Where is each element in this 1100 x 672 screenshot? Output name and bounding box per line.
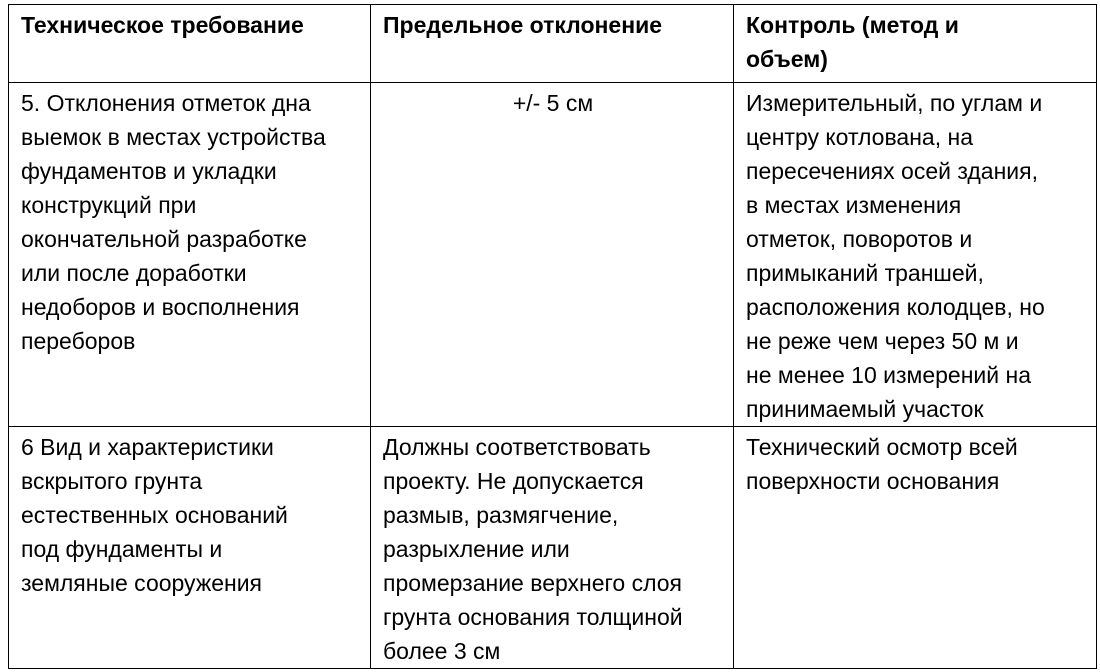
cell-requirement: 6 Вид и характеристики вскрытого грунта естественных оснований под фундаменты и земляные сооружения	[9, 427, 371, 669]
cell-control: Технический осмотр всей поверхности основания	[734, 427, 1097, 669]
header-tolerance: Предельное отклонение	[371, 5, 734, 83]
cell-tolerance: +/- 5 см	[371, 83, 734, 427]
cell-tolerance: Должны соответствовать проекту. Не допускается размыв, размягчение, разрыхление или промерзание верхнего слоя грунта основания толщиной более 3 см	[371, 427, 734, 669]
table-row	[9, 83, 1097, 427]
table-header-row	[9, 5, 1097, 83]
requirements-table	[8, 4, 1097, 669]
cell-requirement: 5. Отклонения отметок дна выемок в местах устройства фундаментов и укладки конструкций при окончательной разработке или после доработки недоборов и восполнения переборов	[9, 83, 371, 427]
cell-control: Измерительный, по углам и центру котлована, на пересечениях осей здания, в местах изменения отметок, поворотов и примыканий траншей, расположения колодцев, но не реже чем через 50 м и не менее 10 измерений на принимаемый участок	[734, 83, 1097, 427]
header-control: Контроль (метод и объем)	[734, 5, 1097, 83]
table-row	[9, 427, 1097, 669]
header-requirement: Техническое требование	[9, 5, 371, 83]
